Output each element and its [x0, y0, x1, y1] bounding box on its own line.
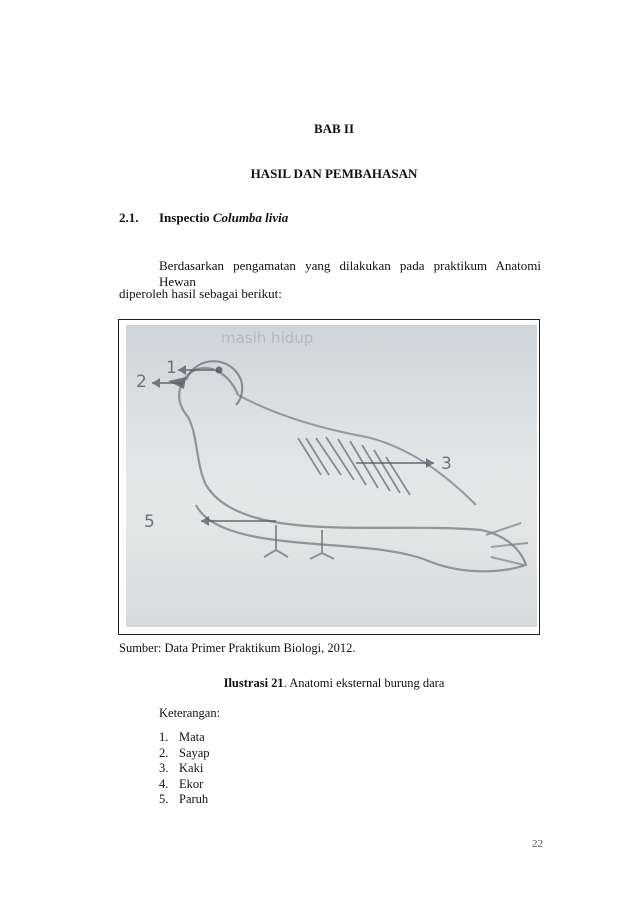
legend-title: Keterangan: — [159, 706, 221, 720]
handwritten-label-2: 2 — [136, 372, 147, 392]
caption-text: . Anatomi eksternal burung dara — [283, 676, 445, 690]
handwritten-note: masih hidup — [221, 329, 314, 347]
handwritten-label-3: 3 — [441, 454, 452, 474]
figure-source: Sumber: Data Primer Praktikum Biologi, 2012. — [119, 641, 356, 655]
caption-label: Ilustrasi 21 — [223, 676, 284, 690]
legend-item: 4. Ekor — [159, 776, 204, 791]
chapter-title: HASIL DAN PEMBAHASAN — [250, 166, 418, 181]
legend-list — [159, 730, 210, 808]
legend-item: 5. Paruh — [159, 792, 209, 806]
page-number: 22 — [532, 838, 543, 850]
paragraph-line-1: Berdasarkan pengamatan yang dilakukan pada praktikum Anatomi Hewan — [159, 258, 541, 289]
section-label: Inspectio — [159, 210, 210, 225]
bird-sketch-photo — [126, 325, 537, 627]
section-number: 2.1. — [119, 210, 139, 225]
handwritten-label-5: 5 — [144, 512, 155, 532]
legend-item: 1. Mata — [159, 730, 205, 744]
section-title — [159, 210, 288, 226]
legend-item: 2. Sayap — [159, 745, 210, 760]
handwritten-label-1: 1 — [166, 358, 177, 378]
chapter-heading: BAB II — [313, 121, 355, 136]
legend-item: 3. Kaki — [159, 761, 204, 775]
figure-caption — [0, 676, 638, 691]
bird-sketch — [126, 325, 537, 627]
section-species: Columba livia — [212, 210, 289, 225]
paragraph-line-2: diperoleh hasil sebagai berikut: — [119, 286, 282, 301]
